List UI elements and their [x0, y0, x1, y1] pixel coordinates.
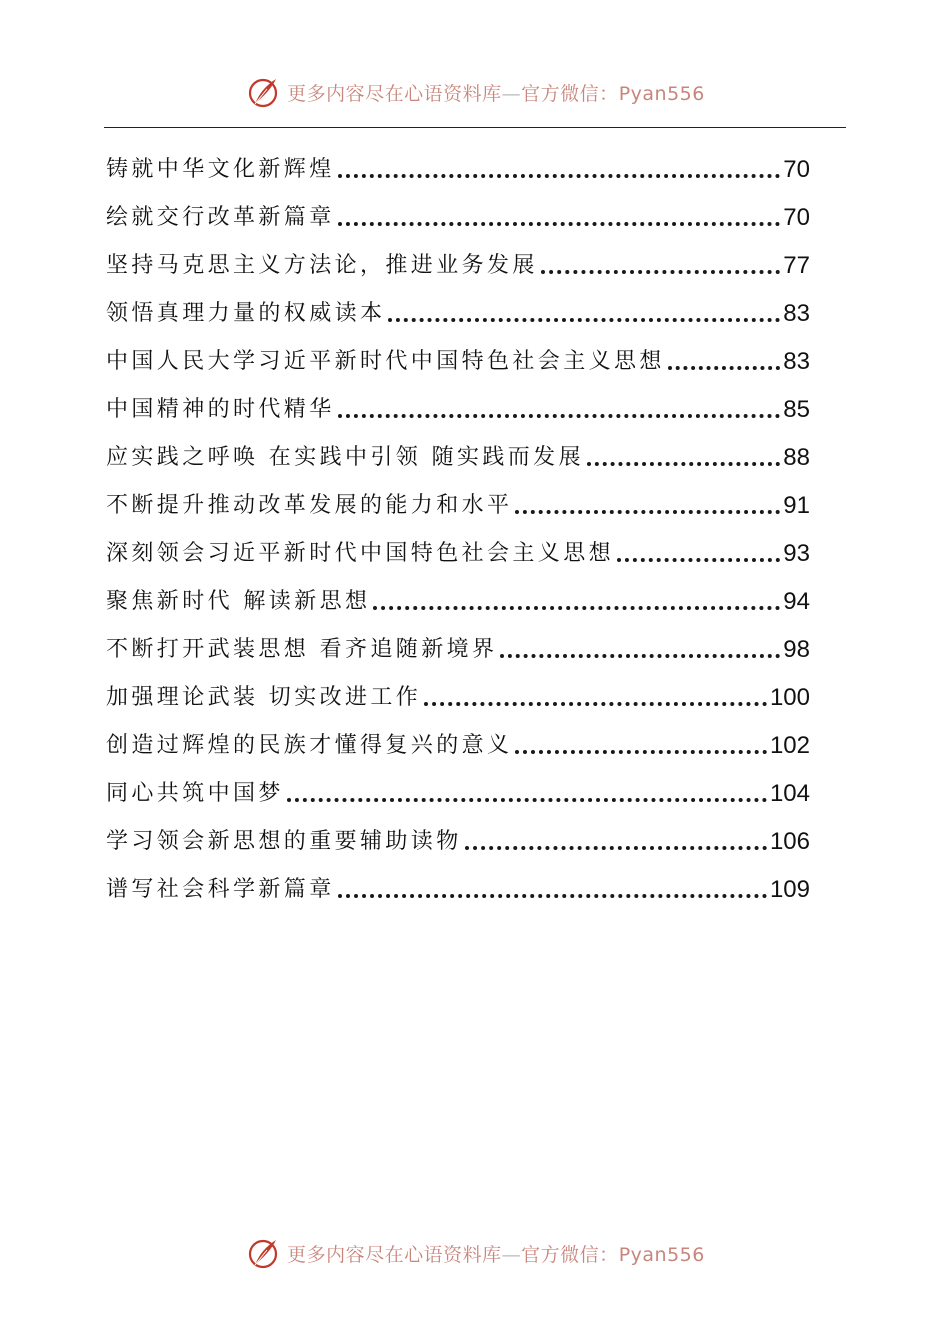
- toc-entry-page-number: 100: [769, 684, 810, 711]
- header-contact-label: 官方微信：: [521, 82, 619, 105]
- toc-entry-title: 学习领会新思想的重要辅助读物: [106, 829, 462, 854]
- toc-entry[interactable]: [106, 715, 810, 763]
- toc-dot-leader: [465, 846, 767, 850]
- toc-dot-leader: [587, 462, 780, 466]
- toc-dot-leader: [668, 366, 780, 370]
- toc-entry[interactable]: [106, 667, 810, 715]
- header-separator: —: [501, 82, 522, 105]
- toc-dot-leader: [338, 414, 781, 418]
- header-divider: [104, 127, 846, 128]
- toc-entry-title: 同心共筑中国梦: [106, 781, 284, 806]
- toc-dot-leader: [617, 558, 780, 562]
- toc-dot-leader: [424, 702, 767, 706]
- toc-entry-page-number: 91: [783, 492, 810, 519]
- toc-entry[interactable]: [106, 763, 810, 811]
- toc-entry[interactable]: [106, 331, 810, 379]
- table-of-contents: [106, 139, 810, 907]
- toc-entry[interactable]: [106, 283, 810, 331]
- toc-dot-leader: [338, 174, 781, 178]
- footer-contact-id: Pyan556: [618, 1243, 705, 1266]
- toc-entry-title: 领悟真理力量的权威读本: [106, 301, 386, 326]
- toc-entry-title: 不断提升推动改革发展的能力和水平: [106, 493, 513, 518]
- footer-library-name: 更多内容尽在心语资料库: [287, 1243, 502, 1266]
- toc-entry-title: 聚焦新时代 解读新思想: [106, 589, 371, 614]
- toc-dot-leader: [388, 318, 780, 322]
- toc-entry-page-number: 70: [783, 156, 810, 183]
- header-banner: [0, 72, 950, 112]
- toc-entry-page-number: 109: [769, 876, 810, 903]
- toc-entry-title: 应实践之呼唤 在实践中引领 随实践而发展: [106, 445, 584, 470]
- toc-entry[interactable]: [106, 139, 810, 187]
- toc-dot-leader: [338, 894, 767, 898]
- quill-pen-logo-icon: [245, 74, 281, 110]
- toc-entry-page-number: 106: [769, 828, 810, 855]
- toc-dot-leader: [373, 606, 780, 610]
- toc-dot-leader: [338, 222, 781, 226]
- toc-dot-leader: [515, 510, 780, 514]
- toc-entry-page-number: 88: [783, 444, 810, 471]
- toc-entry[interactable]: [106, 187, 810, 235]
- toc-entry-page-number: 102: [769, 732, 810, 759]
- toc-entry-title: 创造过辉煌的民族才懂得复兴的意义: [106, 733, 513, 758]
- toc-entry-title: 绘就交行改革新篇章: [106, 205, 335, 230]
- header-banner-text: [287, 79, 705, 106]
- toc-entry[interactable]: [106, 475, 810, 523]
- toc-entry-title: 坚持马克思主义方法论，推进业务发展: [106, 253, 538, 278]
- toc-dot-leader: [541, 270, 780, 274]
- toc-entry-page-number: 85: [783, 396, 810, 423]
- quill-pen-logo-icon: [245, 1235, 281, 1271]
- toc-dot-leader: [515, 750, 767, 754]
- toc-entry[interactable]: [106, 571, 810, 619]
- toc-entry-page-number: 93: [783, 540, 810, 567]
- toc-entry-title: 不断打开武装思想 看齐追随新境界: [106, 637, 498, 662]
- toc-entry-page-number: 94: [783, 588, 810, 615]
- toc-entry-page-number: 70: [783, 204, 810, 231]
- toc-entry-title: 铸就中华文化新辉煌: [106, 157, 335, 182]
- toc-entry-page-number: 83: [783, 348, 810, 375]
- header-contact-id: Pyan556: [618, 82, 705, 105]
- toc-entry[interactable]: [106, 811, 810, 859]
- footer-banner: [0, 1233, 950, 1273]
- toc-entry-page-number: 98: [783, 636, 810, 663]
- footer-banner-text: [287, 1240, 705, 1267]
- toc-entry[interactable]: [106, 859, 810, 907]
- toc-entry-title: 中国精神的时代精华: [106, 397, 335, 422]
- footer-separator: —: [501, 1243, 522, 1266]
- toc-entry[interactable]: [106, 427, 810, 475]
- toc-entry-page-number: 104: [769, 780, 810, 807]
- footer-contact-label: 官方微信：: [521, 1243, 619, 1266]
- toc-entry-page-number: 77: [783, 252, 810, 279]
- header-library-name: 更多内容尽在心语资料库: [287, 82, 502, 105]
- toc-entry[interactable]: [106, 235, 810, 283]
- toc-entry-title: 中国人民大学习近平新时代中国特色社会主义思想: [106, 349, 665, 374]
- toc-entry-title: 深刻领会习近平新时代中国特色社会主义思想: [106, 541, 615, 566]
- toc-dot-leader: [287, 798, 767, 802]
- toc-entry-title: 加强理论武装 切实改进工作: [106, 685, 422, 710]
- toc-entry-title: 谱写社会科学新篇章: [106, 877, 335, 902]
- toc-entry-page-number: 83: [783, 300, 810, 327]
- toc-entry[interactable]: [106, 619, 810, 667]
- toc-entry[interactable]: [106, 379, 810, 427]
- toc-dot-leader: [500, 654, 780, 658]
- toc-entry[interactable]: [106, 523, 810, 571]
